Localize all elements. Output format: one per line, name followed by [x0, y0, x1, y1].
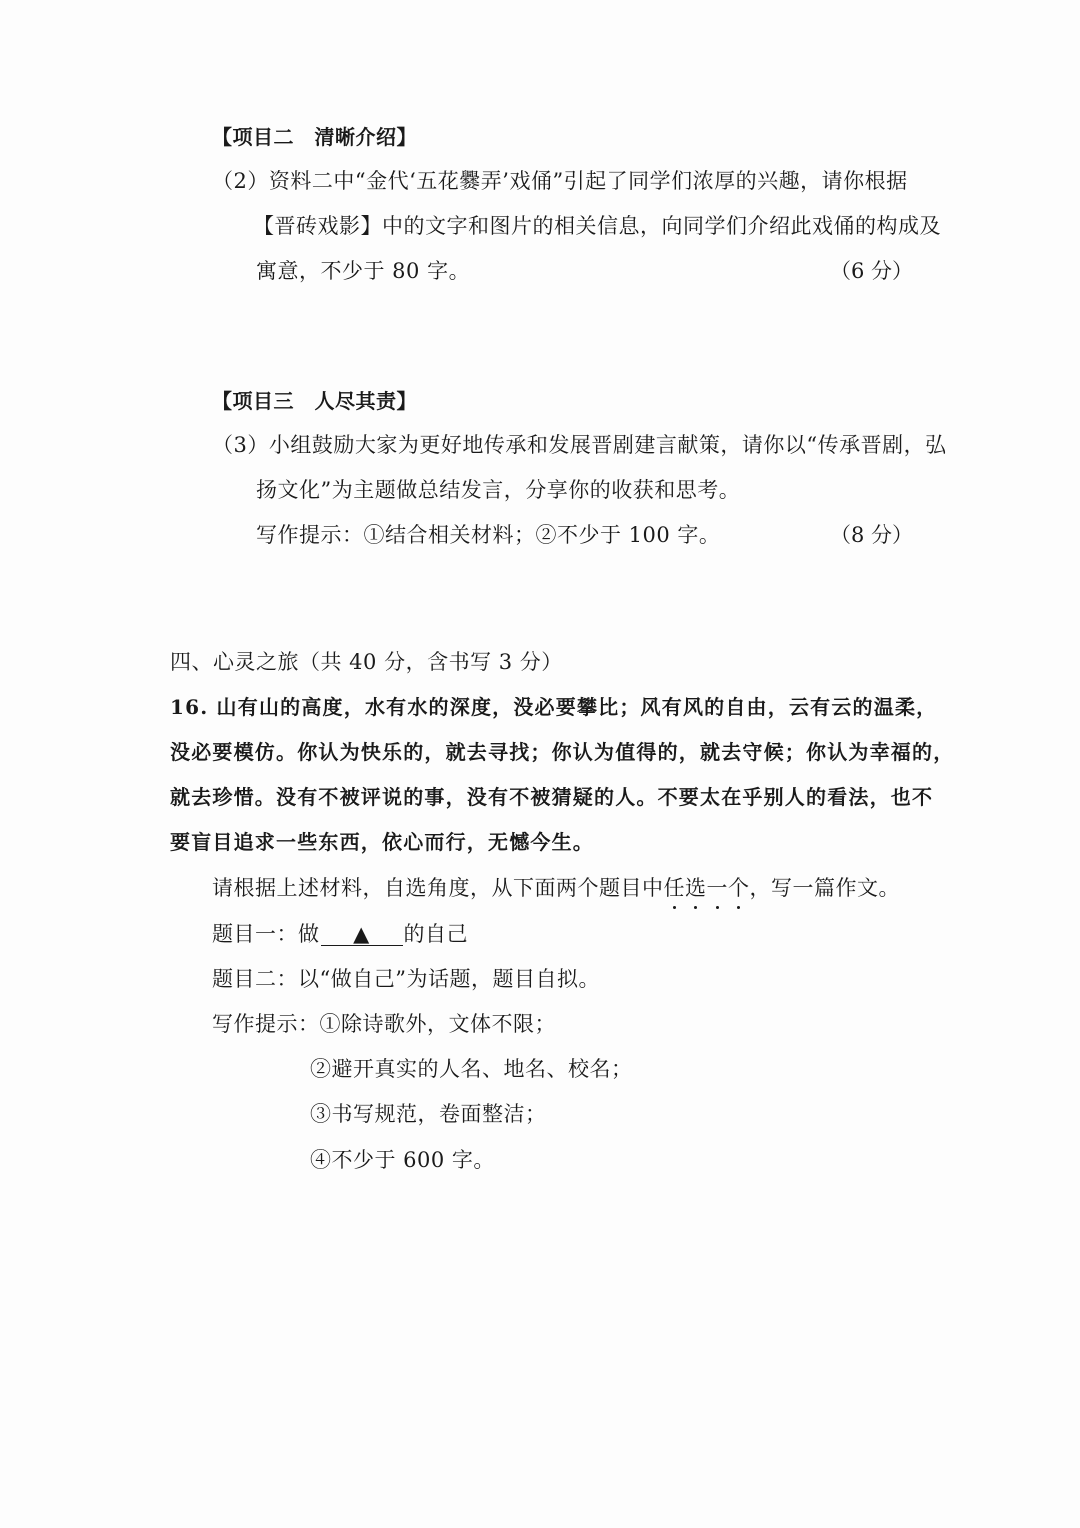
tips-label: 写作提示： — [212, 1012, 320, 1036]
question-2-line2: 【晋砖戏影】中的文字和图片的相关信息，向同学们介绍此戏俑的构成及 — [253, 214, 941, 238]
question-2-line3: 寓意，不少于 80 字。 — [256, 259, 471, 283]
emphasis-char: 一 — [706, 876, 728, 900]
title1-prefix: 题目一：做 — [212, 922, 320, 946]
title1-blank — [321, 923, 403, 946]
instruction-text-after: ，写一篇作文。 — [749, 876, 900, 900]
tip-3: ③书写规范，卷面整洁； — [310, 1102, 547, 1126]
triangle-icon: ▲ — [353, 922, 370, 946]
emphasis-char: 个 — [728, 876, 750, 900]
material-line2: 没必要模仿。你认为快乐的，就去寻找；你认为值得的，就去守候；你认为幸福的， — [170, 740, 955, 764]
question-3-line1: （3）小组鼓励大家为更好地传承和发展晋剧建言献策，请你以“传承晋剧，弘 — [212, 433, 947, 457]
question-3-score: （8 分） — [830, 523, 914, 547]
question-2-score: （6 分） — [830, 259, 914, 283]
section-four-heading: 四、心灵之旅（共 40 分，含书写 3 分） — [170, 650, 563, 674]
instruction-text-before: 请根据上述材料，自选角度，从下面两个题目中 — [212, 876, 664, 900]
material-line3: 就去珍惜。没有不被评说的事，没有不被猜疑的人。不要太在乎别人的看法，也不 — [170, 785, 934, 809]
emphasis-char: 任 — [663, 876, 685, 900]
question-3-line2: 扬文化”为主题做总结发言，分享你的收获和思考。 — [256, 478, 741, 502]
writing-tips-label — [212, 1010, 556, 1038]
essay-title-1 — [212, 920, 468, 948]
material-line4: 要盲目追求一些东西，依心而行，无憾今生。 — [170, 830, 594, 854]
project2-heading: 【项目二 清晰介绍】 — [212, 125, 417, 149]
emphasized-text — [664, 876, 750, 900]
question-3-line3: 写作提示：①结合相关材料；②不少于 100 字。 — [256, 523, 721, 547]
question-2-line1: （2）资料二中“金代‘五花爨弄’戏俑”引起了同学们浓厚的兴趣，请你根据 — [212, 169, 908, 193]
material-line1: 16. 山有山的高度，水有水的深度，没必要攀比；风有风的自由，云有云的温柔， — [170, 695, 938, 719]
essay-instruction — [212, 874, 900, 902]
tip-4: ④不少于 600 字。 — [310, 1148, 495, 1172]
essay-title-2: 题目二：以“做自己”为话题，题目自拟。 — [212, 967, 600, 991]
tip-2: ②避开真实的人名、地名、校名； — [310, 1057, 633, 1081]
title1-suffix: 的自己 — [403, 922, 468, 946]
emphasis-char: 选 — [685, 876, 707, 900]
project3-heading: 【项目三 人尽其责】 — [212, 389, 417, 413]
tip-1: ①除诗歌外，文体不限； — [319, 1012, 556, 1036]
instruction-emphasis — [664, 876, 750, 900]
